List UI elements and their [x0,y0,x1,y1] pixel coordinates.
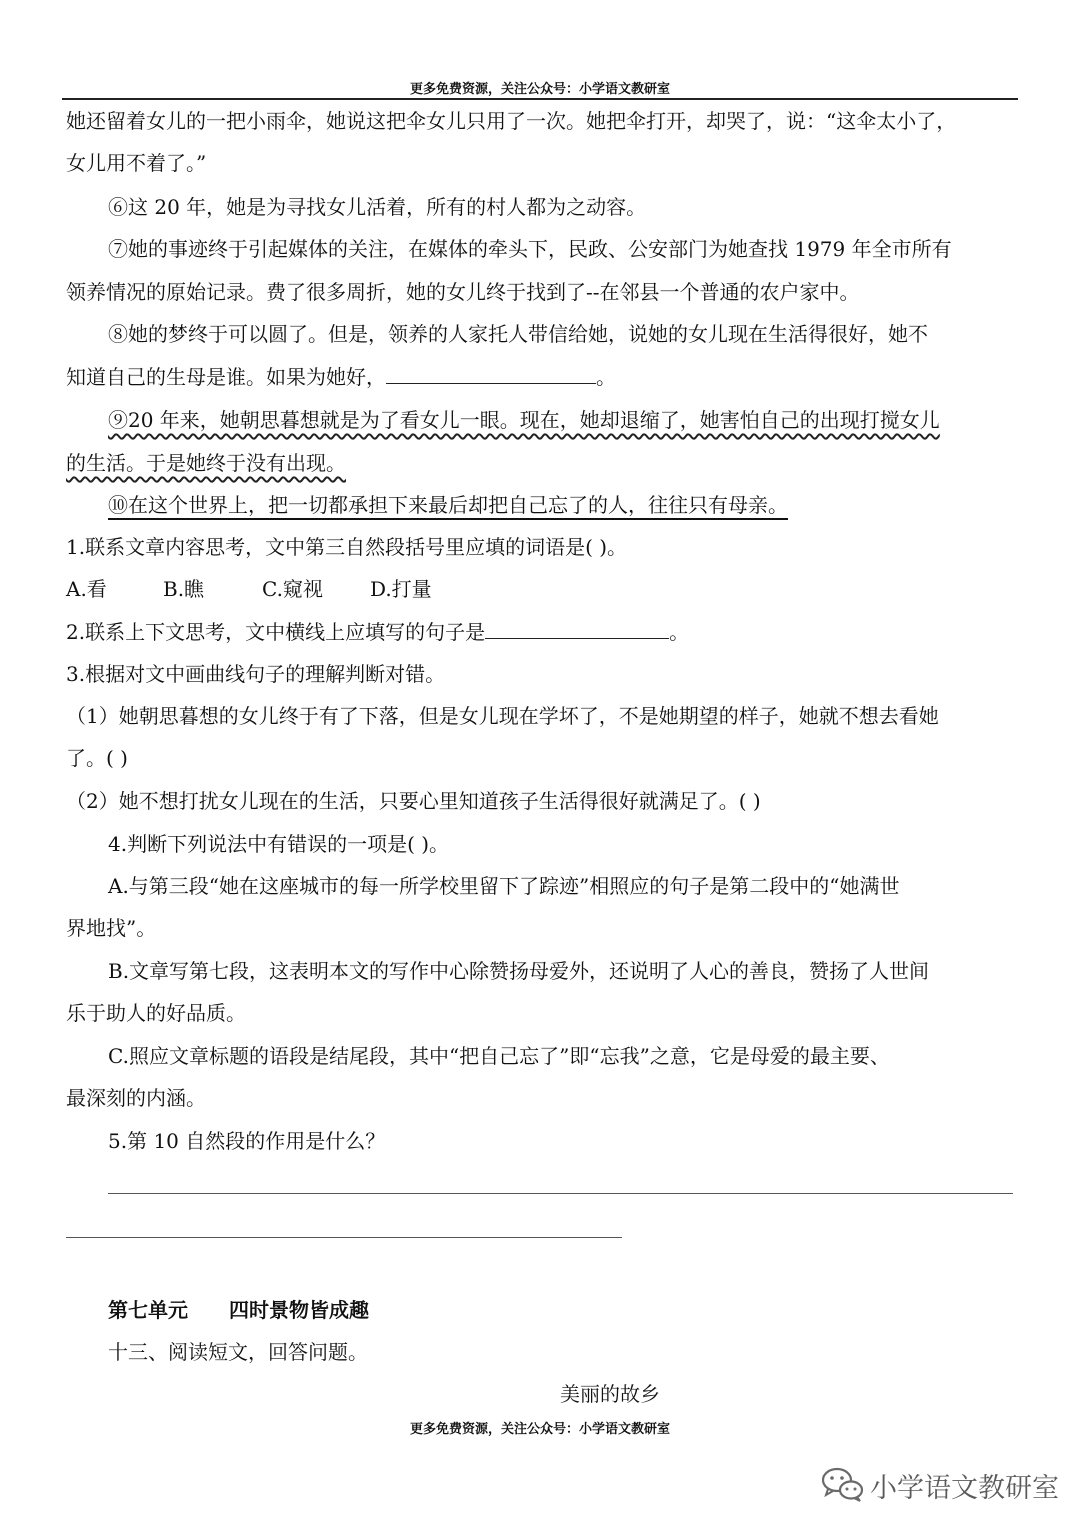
passage-p5-line1: 她还留着女儿的一把小雨伞，她说这把伞女儿只用了一次。她把伞打开，却哭了，说：“这伞太小了， [66,109,957,133]
wechat-icon [820,1464,866,1504]
passage-p5-line2: 女儿用不着了。” [66,151,207,175]
question-4-option-a-line1: A.与第三段“她在这座城市的每一所学校里留下了踪迹”相照应的句子是第二段中的“她满世 [108,874,900,898]
wavy-underlined-sentence-2: 的生活。于是她终于没有出现。 [66,451,346,475]
passage-p10 [108,490,788,520]
passage-p9-line2 [66,448,346,478]
passage-p9-line1 [108,405,940,435]
question-1-option-a: A.看 [66,577,107,601]
answer-line-1[interactable] [108,1193,1013,1194]
question-2-end: 。 [669,620,690,644]
question-4-option-a-line2: 界地找”。 [66,916,157,940]
question-1-option-b: B.瞧 [163,577,205,601]
question-2-answer-blank[interactable] [485,618,669,639]
question-3-1-line1: （1）她朝思暮想的女儿终于有了下落，但是女儿现在学坏了，不是她期望的样子，她就不想去看她 [66,704,939,728]
question-4-option-c-line1: C.照应文章标题的语段是结尾段，其中“把自己忘了”即“忘我”之意，它是母爱的最主要、 [108,1044,890,1068]
section-instruction: 十三、阅读短文，回答问题。 [108,1340,368,1364]
passage-p8-line2-end: 。 [596,365,616,389]
passage-p8-line2-start: 知道自己的生母是谁。如果为她好， [66,365,386,389]
passage-p7-line1: ⑦她的事迹终于引起媒体的关注，在媒体的牵头下，民政、公安部门为她查找 1979 年全市所有 [108,237,952,261]
wavy-underlined-sentence-1: ⑨20 年来，她朝思暮想就是为了看女儿一眼。现在，她却退缩了，她害怕自己的出现打搅女儿 [108,408,940,432]
question-4-option-b-line2: 乐于助人的好品质。 [66,1001,246,1025]
question-1-option-d: D.打量 [370,577,432,601]
question-2-text: 2.联系上下文思考，文中横线上应填写的句子是 [66,620,486,644]
underlined-final-paragraph: ⑩在这个世界上，把一切都承担下来最后却把自己忘了的人，往往只有母亲。 [108,493,788,517]
unit-title: 第七单元 [108,1298,188,1322]
question-3-2: （2）她不想打扰女儿现在的生活，只要心里知道孩子生活得很好就满足了。( ) [66,789,761,813]
passage-p8-line2 [66,362,616,392]
header-rule [62,98,1018,100]
passage-p8-line1: ⑧她的梦终于可以圆了。但是，领养的人家托人带信给她，说她的女儿现在生活得很好，她不 [108,322,928,346]
question-4: 4.判断下列说法中有错误的一项是( )。 [108,832,450,856]
unit-subtitle: 四时景物皆成趣 [229,1298,369,1322]
question-5: 5.第 10 自然段的作用是什么？ [108,1129,386,1153]
question-3-1-line2: 了。( ) [66,746,128,770]
story-title: 美丽的故乡 [560,1382,660,1406]
answer-blank-line[interactable] [386,363,596,384]
question-1-option-c: C.窥视 [262,577,323,601]
question-4-option-c-line2: 最深刻的内涵。 [66,1086,206,1110]
page-header: 更多免费资源，关注公众号：小学语文教研室 [409,82,670,97]
page-footer: 更多免费资源，关注公众号：小学语文教研室 [409,1422,670,1437]
answer-line-2[interactable] [66,1237,622,1238]
passage-p7-line2: 领养情况的原始记录。费了很多周折，她的女儿终于找到了--在邻县一个普通的农户家中。 [66,280,860,304]
watermark-text: 小学语文教研室 [870,1473,1059,1504]
question-3: 3.根据对文中画曲线句子的理解判断对错。 [66,662,446,686]
passage-p6: ⑥这 20 年，她是为寻找女儿活着，所有的村人都为之动容。 [108,195,647,219]
question-1: 1.联系文章内容思考，文中第三自然段括号里应填的词语是( )。 [66,535,628,559]
question-4-option-b-line1: B.文章写第七段，这表明本文的写作中心除赞扬母爱外，还说明了人心的善良，赞扬了人世间 [108,959,930,983]
question-2 [66,617,689,647]
